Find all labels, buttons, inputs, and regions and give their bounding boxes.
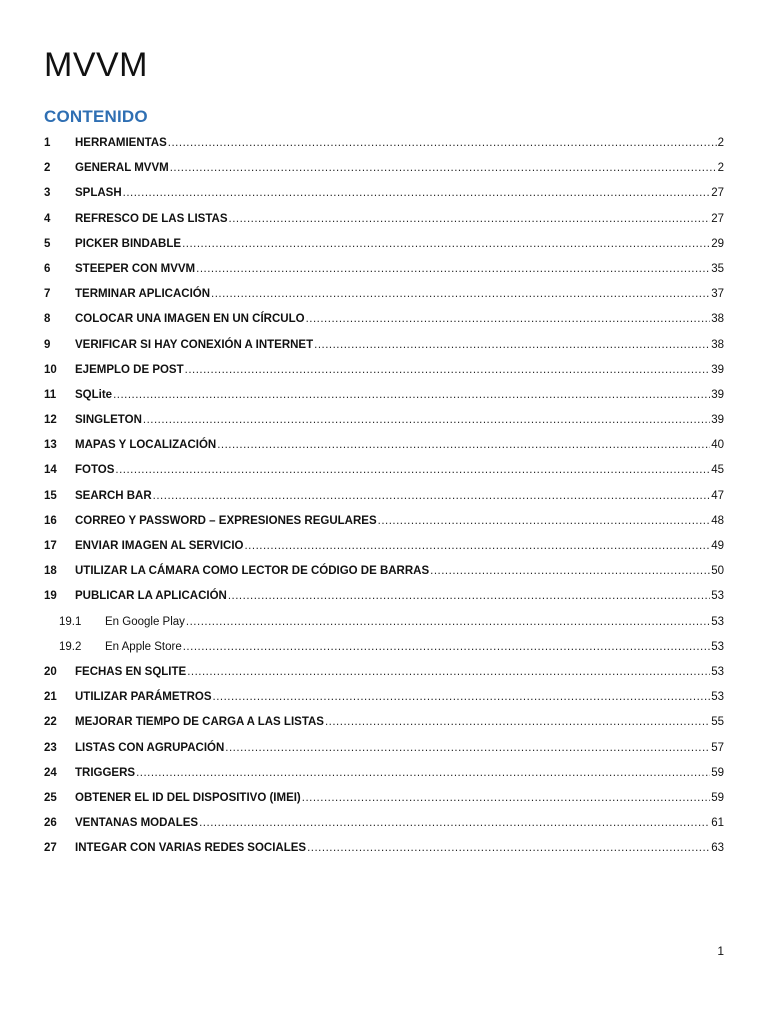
toc-entry[interactable] xyxy=(44,156,724,181)
toc-entry-number: 19.2 xyxy=(59,640,82,653)
toc-entry-number: 9 xyxy=(44,338,51,351)
toc-entry-number: 2 xyxy=(44,162,51,175)
toc-entry-title[interactable]: COLOCAR UNA IMAGEN EN UN CÍRCULO xyxy=(75,313,305,326)
toc-entry-page[interactable]: 53 xyxy=(711,615,724,628)
toc-entry-page[interactable]: 39 xyxy=(711,388,724,401)
toc-dot-leader xyxy=(115,458,710,483)
toc-entry-page[interactable]: 29 xyxy=(711,237,724,250)
toc-entry-number: 14 xyxy=(44,464,57,477)
toc-entry-title[interactable]: STEEPER CON MVVM xyxy=(75,262,196,275)
toc-entry-title[interactable]: VERIFICAR SI HAY CONEXIÓN A INTERNET xyxy=(75,338,314,351)
toc-dot-leader xyxy=(325,710,710,735)
toc-dot-leader xyxy=(211,282,710,307)
toc-subentry[interactable] xyxy=(44,635,724,660)
toc-entry-page[interactable]: 2 xyxy=(717,137,724,149)
toc-dot-leader xyxy=(306,307,711,332)
toc-dot-leader xyxy=(113,383,710,408)
toc-dot-leader xyxy=(430,559,710,584)
toc-dot-leader xyxy=(123,181,711,206)
toc-dot-leader xyxy=(183,635,710,660)
toc-entry-page[interactable]: 61 xyxy=(711,817,724,830)
toc-entry-number: 5 xyxy=(44,237,51,250)
toc-dot-leader xyxy=(302,786,710,811)
toc-entry-number: 17 xyxy=(44,540,57,552)
toc-entry-number: 25 xyxy=(44,791,57,804)
toc-entry-title[interactable]: MEJORAR TIEMPO DE CARGA A LAS LISTAS xyxy=(75,716,324,729)
page-number: 1 xyxy=(717,944,724,958)
toc-entry-page[interactable]: 27 xyxy=(711,212,724,225)
toc-dot-leader xyxy=(199,811,710,836)
toc-entry-page[interactable]: 53 xyxy=(711,590,724,603)
toc-entry[interactable] xyxy=(44,811,724,836)
toc-entry[interactable] xyxy=(44,408,724,433)
toc-entry-number: 6 xyxy=(44,262,51,275)
toc-entry-title[interactable]: PICKER BINDABLE xyxy=(75,237,182,250)
toc-entry-title[interactable]: ENVIAR IMAGEN AL SERVICIO xyxy=(75,540,244,552)
toc-entry-number: 1 xyxy=(44,137,51,149)
toc-entry-page[interactable]: 47 xyxy=(711,489,724,502)
toc-entry-page[interactable]: 53 xyxy=(711,640,724,653)
toc-entry-title[interactable]: PUBLICAR LA APLICACIÓN xyxy=(75,590,227,603)
toc-entry-title[interactable]: UTILIZAR PARÁMETROS xyxy=(75,691,212,704)
toc-entry-number: 3 xyxy=(44,187,51,200)
toc-entry[interactable] xyxy=(44,660,724,685)
toc-entry-title[interactable]: MAPAS Y LOCALIZACIÓN xyxy=(75,439,217,452)
toc-entry[interactable] xyxy=(44,584,724,609)
toc-entry[interactable] xyxy=(44,534,724,559)
toc-entry-number: 24 xyxy=(44,766,57,779)
toc-dot-leader xyxy=(153,484,711,509)
toc-dot-leader xyxy=(228,584,710,609)
toc-entry-page[interactable]: 48 xyxy=(711,514,724,527)
toc-entry-title[interactable]: SEARCH BAR xyxy=(75,489,152,502)
document-title: MVVM xyxy=(44,46,148,84)
toc-entry[interactable] xyxy=(44,710,724,735)
toc-dot-leader xyxy=(217,433,710,458)
toc-entry-number: 15 xyxy=(44,489,57,502)
toc-entry-page[interactable]: 57 xyxy=(711,741,724,754)
toc-entry-number: 12 xyxy=(44,414,57,427)
toc-entry-title[interactable]: TRIGGERS xyxy=(75,766,136,779)
toc-entry[interactable] xyxy=(44,282,724,307)
toc-entry-page[interactable]: 38 xyxy=(711,313,724,326)
toc-entry[interactable] xyxy=(44,181,724,206)
toc-dot-leader xyxy=(143,408,710,433)
toc-entry[interactable] xyxy=(44,307,724,332)
toc-entry-number: 16 xyxy=(44,514,57,527)
toc-entry-page[interactable]: 38 xyxy=(711,338,724,351)
toc-dot-leader xyxy=(213,685,711,710)
toc-entry-title[interactable]: OBTENER EL ID DEL DISPOSITIVO (IMEI) xyxy=(75,791,301,804)
toc-entry-number: 13 xyxy=(44,439,57,452)
toc-entry[interactable] xyxy=(44,736,724,761)
toc-dot-leader xyxy=(244,534,710,559)
toc-entry-title[interactable]: SINGLETON xyxy=(75,414,142,427)
toc-dot-leader xyxy=(225,736,710,761)
toc-entry-number: 21 xyxy=(44,691,57,704)
toc-entry-number: 11 xyxy=(44,388,57,401)
toc-entry-title[interactable]: En Apple Store xyxy=(105,640,182,653)
toc-entry-number: 19.1 xyxy=(59,615,82,628)
toc-dot-leader xyxy=(136,761,710,786)
toc-entry-number: 22 xyxy=(44,716,57,729)
toc-entry-number: 18 xyxy=(44,565,57,578)
toc-entry-title[interactable]: LISTAS CON AGRUPACIÓN xyxy=(75,741,225,754)
toc-entry-title[interactable]: REFRESCO DE LAS LISTAS xyxy=(75,212,228,225)
toc-entry-title[interactable]: FECHAS EN SQLITE xyxy=(75,665,187,678)
toc-entry[interactable] xyxy=(44,458,724,483)
toc-entry-title[interactable]: EJEMPLO DE POST xyxy=(75,363,184,376)
toc-entry-title[interactable]: SQLite xyxy=(75,388,113,401)
toc-entry-page[interactable]: 37 xyxy=(711,288,724,301)
toc-dot-leader xyxy=(182,232,710,257)
toc-dot-leader xyxy=(307,836,710,861)
toc-dot-leader xyxy=(378,509,711,534)
toc-entry[interactable] xyxy=(44,761,724,786)
table-of-contents xyxy=(44,131,724,861)
toc-entry[interactable] xyxy=(44,207,724,232)
toc-entry-page[interactable]: 39 xyxy=(711,414,724,427)
toc-entry-title[interactable]: En Google Play xyxy=(105,615,185,628)
toc-entry-number: 23 xyxy=(44,741,57,754)
toc-heading: CONTENIDO xyxy=(44,107,148,126)
toc-entry-page[interactable]: 40 xyxy=(711,439,724,452)
toc-entry-number: 19 xyxy=(44,590,57,603)
toc-dot-leader xyxy=(196,257,710,282)
toc-entry-page[interactable]: 49 xyxy=(711,540,724,552)
toc-entry[interactable] xyxy=(44,786,724,811)
toc-dot-leader xyxy=(314,333,710,358)
toc-entry-title[interactable]: TERMINAR APLICACIÓN xyxy=(75,288,211,301)
toc-entry-title[interactable]: UTILIZAR LA CÁMARA COMO LECTOR DE CÓDIGO DE BARRAS xyxy=(75,565,430,578)
toc-entry[interactable] xyxy=(44,509,724,534)
toc-entry-page[interactable]: 53 xyxy=(711,691,724,704)
toc-entry-title[interactable]: FOTOS xyxy=(75,464,115,477)
toc-entry[interactable] xyxy=(44,559,724,584)
toc-entry[interactable] xyxy=(44,484,724,509)
toc-entry-page[interactable]: 39 xyxy=(711,363,724,376)
toc-entry[interactable] xyxy=(44,358,724,383)
toc-entry-page[interactable]: 53 xyxy=(711,665,724,678)
toc-entry[interactable] xyxy=(44,836,724,861)
toc-entry-page[interactable]: 63 xyxy=(711,842,724,855)
toc-entry-title[interactable]: VENTANAS MODALES xyxy=(75,817,199,830)
toc-entry[interactable] xyxy=(44,232,724,257)
toc-subentry[interactable] xyxy=(44,610,724,635)
toc-entry-title[interactable]: CORREO Y PASSWORD – EXPRESIONES REGULARES xyxy=(75,514,377,527)
toc-entry-page[interactable]: 50 xyxy=(711,565,724,578)
toc-entry[interactable] xyxy=(44,433,724,458)
toc-dot-leader xyxy=(185,358,711,383)
toc-dot-leader xyxy=(229,207,711,232)
toc-entry-page[interactable]: 2 xyxy=(717,162,724,175)
toc-entry-page[interactable]: 45 xyxy=(711,464,724,477)
toc-entry-number: 4 xyxy=(44,212,51,225)
toc-entry-page[interactable]: 35 xyxy=(711,262,724,275)
toc-entry-page[interactable]: 59 xyxy=(711,766,724,779)
toc-entry[interactable] xyxy=(44,383,724,408)
toc-entry[interactable] xyxy=(44,333,724,358)
toc-dot-leader xyxy=(170,156,717,181)
toc-entry-number: 26 xyxy=(44,817,57,830)
toc-entry-number: 7 xyxy=(44,288,51,301)
toc-dot-leader xyxy=(168,131,717,156)
toc-entry-number: 27 xyxy=(44,842,57,855)
toc-entry-title[interactable]: SPLASH xyxy=(75,187,122,200)
toc-entry-title[interactable]: INTEGAR CON VARIAS REDES SOCIALES xyxy=(75,842,307,855)
toc-entry-number: 20 xyxy=(44,665,57,678)
toc-entry-page[interactable]: 27 xyxy=(711,187,724,200)
toc-dot-leader xyxy=(186,610,710,635)
toc-entry[interactable] xyxy=(44,685,724,710)
toc-entry-title[interactable]: GENERAL MVVM xyxy=(75,162,169,175)
toc-entry[interactable] xyxy=(44,131,724,156)
toc-entry-title[interactable]: HERRAMIENTAS xyxy=(75,137,167,149)
toc-entry-number: 8 xyxy=(44,313,51,326)
toc-entry-page[interactable]: 55 xyxy=(711,716,724,729)
toc-entry-number: 10 xyxy=(44,363,57,376)
toc-entry[interactable] xyxy=(44,257,724,282)
toc-entry-page[interactable]: 59 xyxy=(711,791,724,804)
toc-dot-leader xyxy=(187,660,710,685)
